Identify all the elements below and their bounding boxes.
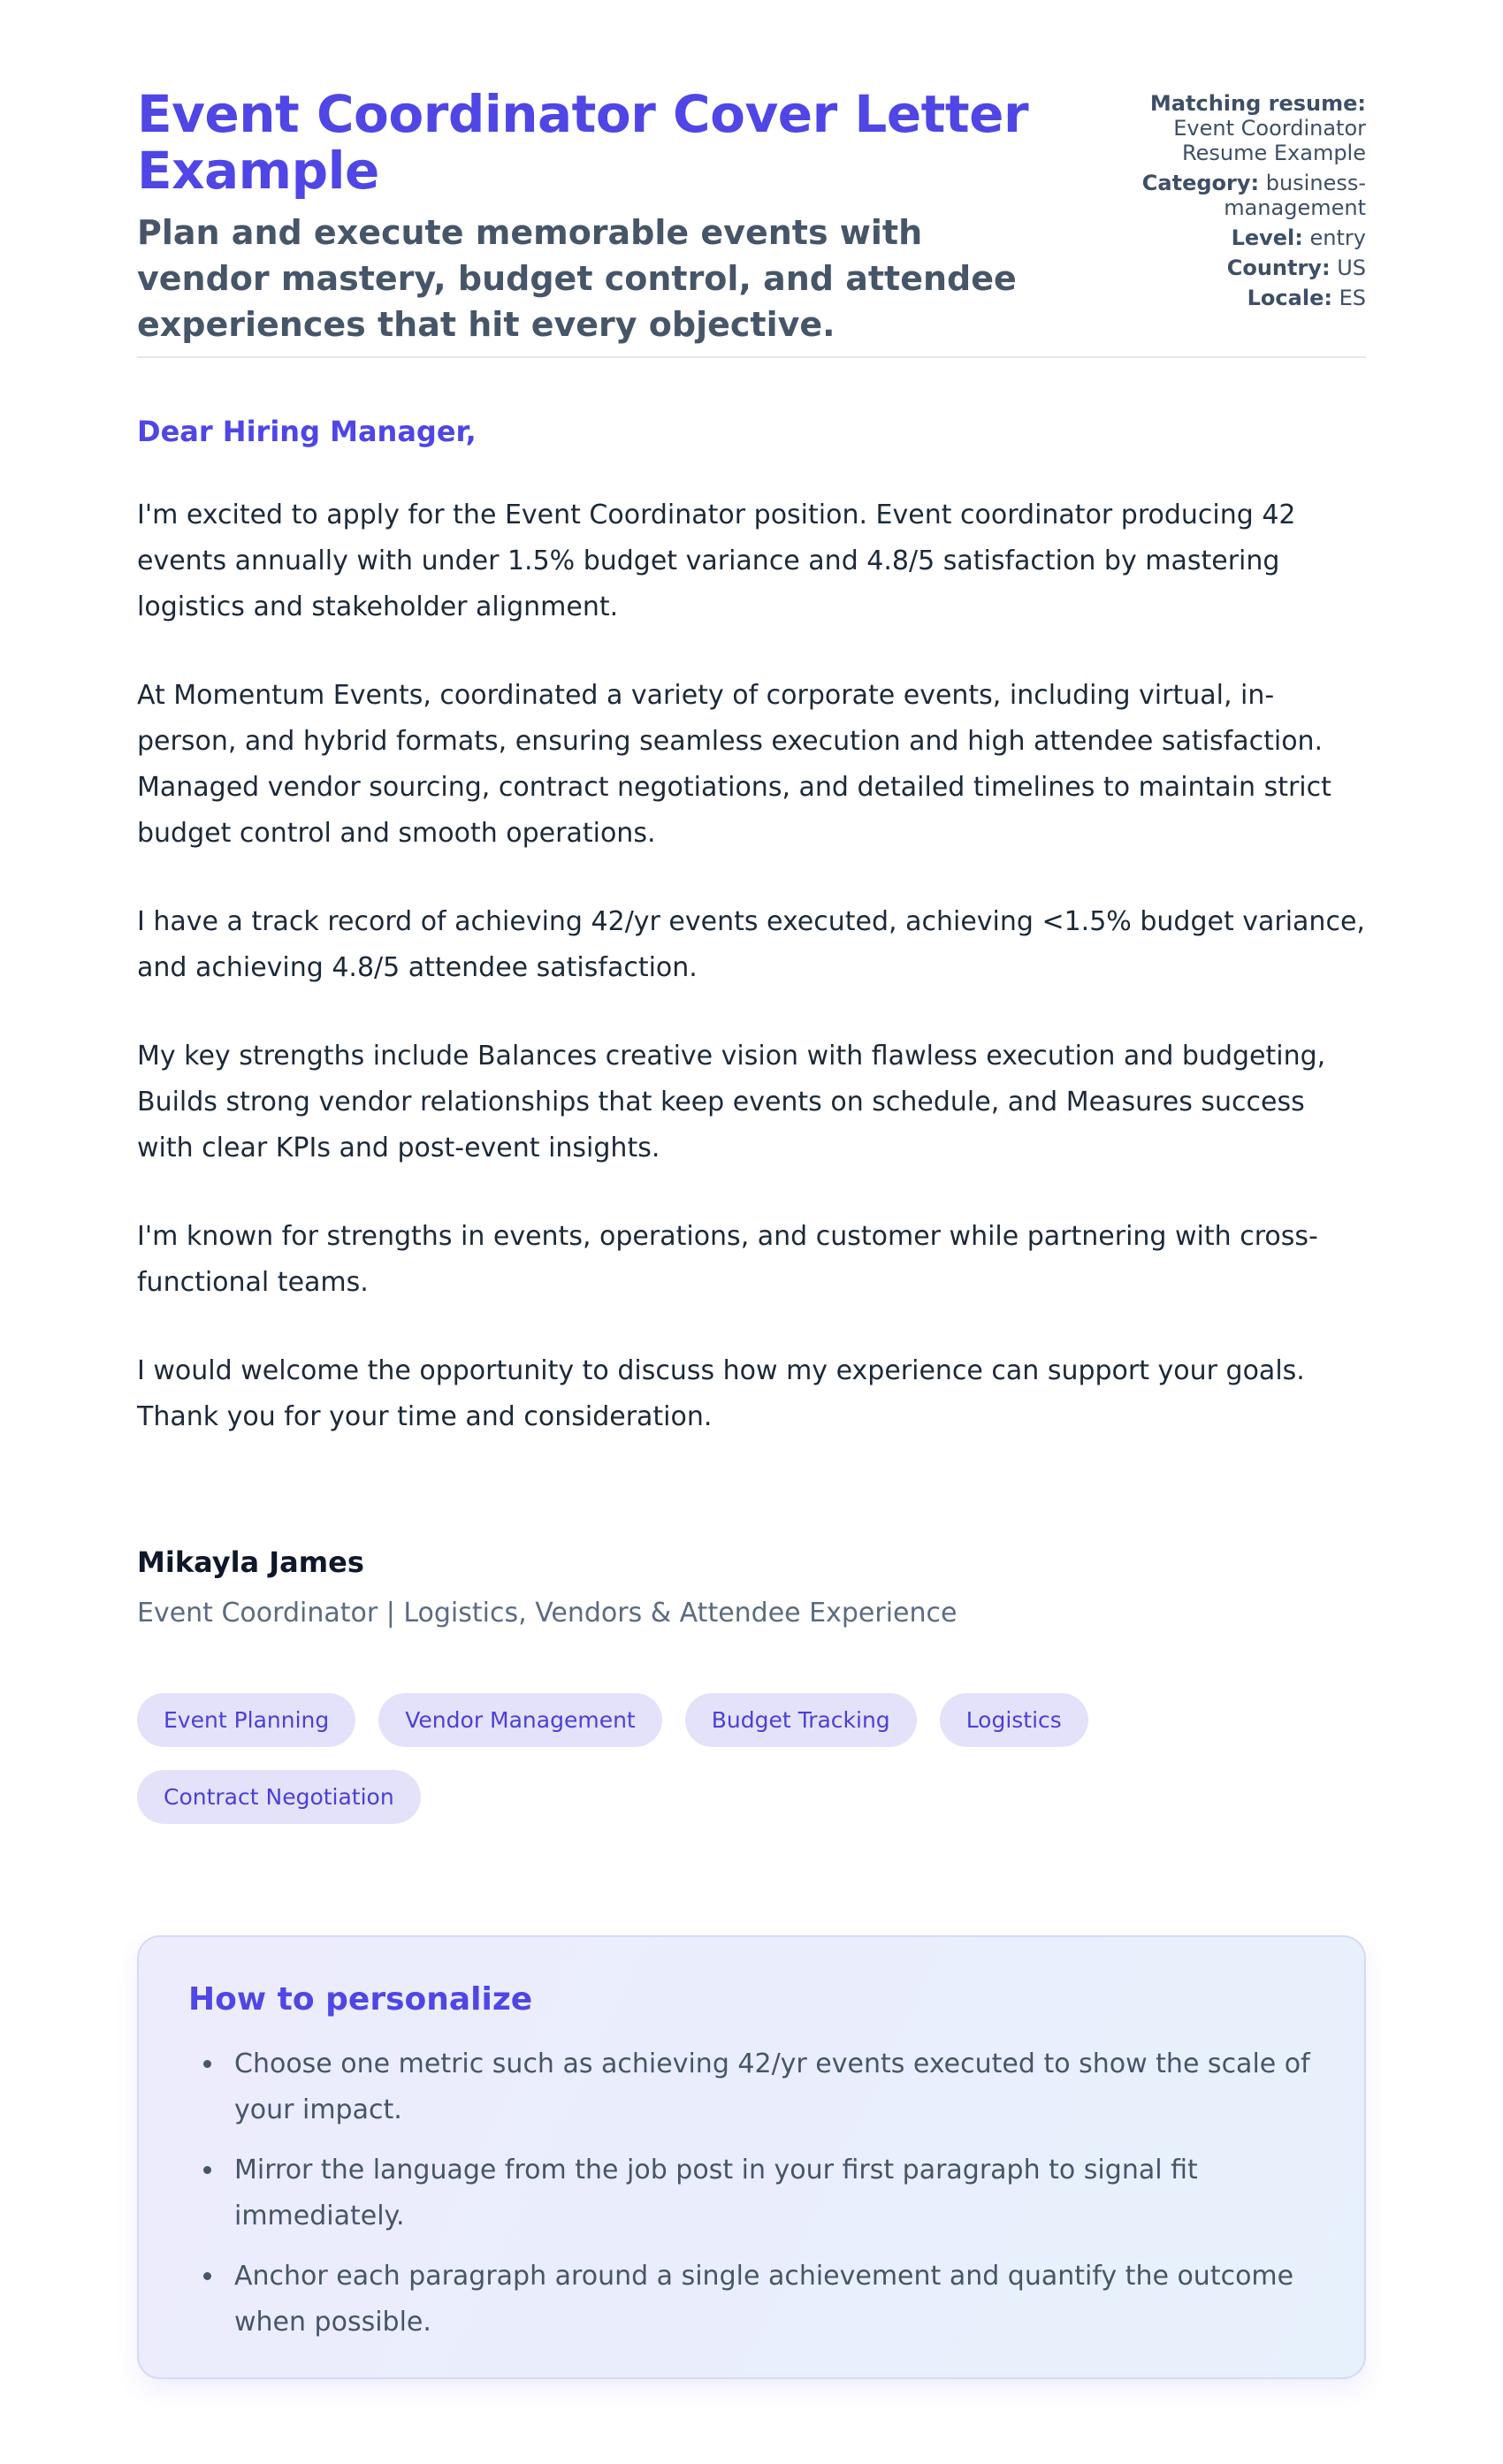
letter-paragraph: At Momentum Events, coordinated a variety of corporate events, including virtual, in-person, and hybrid formats, ensuring seamless execution and high attendee satisfaction. Managed vendor sourcing, contract negotiations, and detailed timelines to maintain strict budget control and smooth operations.: [137, 680, 1331, 849]
meta-category: [1090, 171, 1366, 220]
letter-paragraph: I have a track record of achieving 42/yr events executed, achieving <1.5% budget variance, and achieving 4.8/5 attendee satisfaction.: [137, 906, 1365, 983]
meta-block: [1090, 86, 1366, 316]
meta-value: business-management: [1224, 171, 1366, 220]
tips-list: [188, 2041, 1315, 2346]
meta-value: US: [1337, 256, 1366, 280]
meta-value: Event Coordinator Resume Example: [1173, 116, 1366, 165]
letter-paragraph: I'm excited to apply for the Event Coordinator position. Event coordinator producing 42 events annually with under 1.5% budget variance and 4.8/5 satisfaction by mastering logistics and stakeholder alignment.: [137, 500, 1296, 622]
meta-level: [1090, 225, 1366, 250]
tag-event-planning[interactable]: Event Planning: [137, 1693, 355, 1747]
meta-label: Country:: [1226, 256, 1331, 280]
cover-letter-page: [137, 0, 1366, 2464]
tag-budget-tracking[interactable]: Budget Tracking: [685, 1693, 917, 1747]
signature-block: [137, 1545, 1366, 1631]
meta-locale: [1090, 286, 1366, 310]
signature-role: Event Coordinator | Logistics, Vendors & Attendee Experience: [137, 1598, 957, 1629]
letter-body: [137, 413, 1366, 1631]
page-subtitle: Plan and execute memorable events with vendor mastery, budget control, and attendee experiences that hit every objective.: [137, 213, 1017, 344]
letter-paragraph: I'm known for strengths in events, operations, and customer while partnering with cross-functional teams.: [137, 1221, 1318, 1298]
header-divider: [137, 356, 1366, 358]
meta-value: ES: [1339, 286, 1366, 310]
tips-title: How to personalize: [188, 1981, 533, 2018]
page-header: [137, 86, 1366, 347]
letter-greeting: Dear Hiring Manager,: [137, 415, 477, 448]
meta-label: Level:: [1231, 225, 1303, 250]
skill-tags: [137, 1693, 1366, 1824]
personalize-tips-card: [137, 1935, 1366, 2379]
letter-paragraph: I would welcome the opportunity to discuss how my experience can support your goals. Thank you for your time and consideration.: [137, 1355, 1305, 1432]
tip-item: • Choose one metric such as achieving 42/yr events executed to show the scale of your impact.: [225, 2041, 1315, 2133]
meta-value: entry: [1309, 225, 1366, 250]
tag-logistics[interactable]: Logistics: [940, 1693, 1088, 1747]
meta-country: [1090, 256, 1366, 280]
title-block: [137, 86, 1055, 347]
tag-vendor-management[interactable]: Vendor Management: [378, 1693, 661, 1747]
signature-name: Mikayla James: [137, 1545, 364, 1579]
meta-matching-resume: [1090, 91, 1366, 165]
letter-paragraph: My key strengths include Balances creative vision with flawless execution and budgeting, Builds strong vendor relationships that keep events on schedule, and Measures success with clear KPIs and post-event insights.: [137, 1041, 1326, 1163]
meta-label: Category:: [1141, 171, 1260, 195]
tag-contract-negotiation[interactable]: Contract Negotiation: [137, 1770, 421, 1824]
tip-item: • Mirror the language from the job post in your first paragraph to signal fit immediately.: [225, 2147, 1315, 2239]
meta-label: Matching resume:: [1149, 91, 1366, 116]
page-title: Event Coordinator Cover Letter Example: [137, 84, 1029, 201]
tip-item: • Anchor each paragraph around a single achievement and quantify the outcome when possible.: [225, 2254, 1315, 2346]
meta-label: Locale:: [1247, 286, 1332, 310]
